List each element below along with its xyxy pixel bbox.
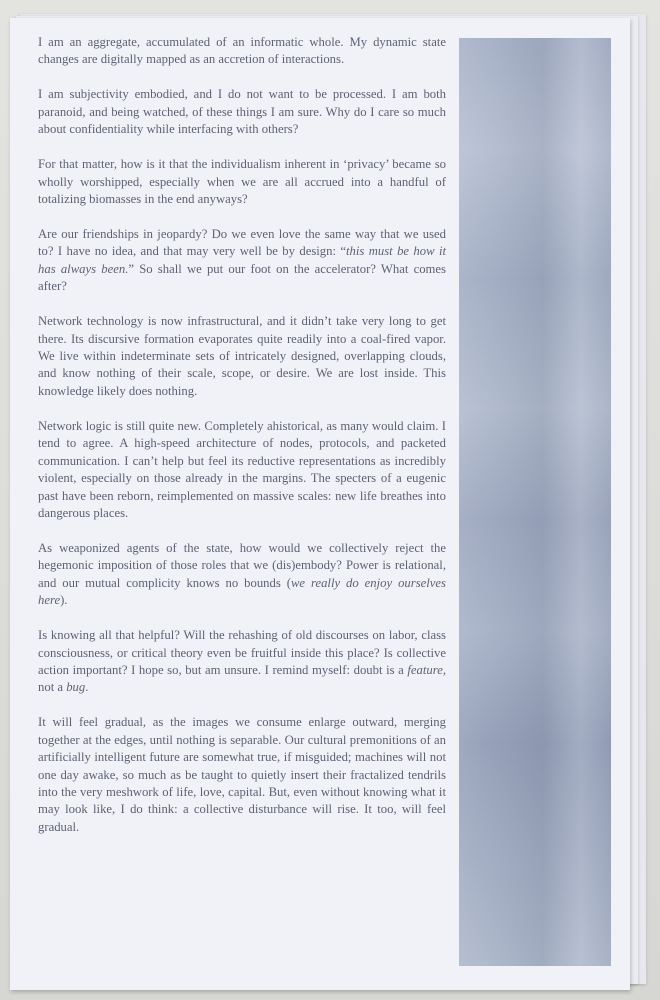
text-segment: Are our friendships in jeopardy? Do we even love the same way that we used to? I have no idea, and that may very well be by design: “ (38, 227, 446, 259)
essay-paragraph (38, 418, 446, 522)
italic-text-segment: bug (66, 680, 86, 695)
italic-text-segment: feature (407, 662, 443, 677)
text-segment: . (85, 680, 89, 695)
essay-paragraph (38, 34, 446, 69)
italic-text-segment: we really do enjoy ourselves here (38, 575, 446, 608)
text-segment: Network logic is still quite new. Completely ahistorical, as many would claim. I tend to agree. A high-speed architecture of nodes, protocols, and packeted communication. I can’t help but feel its reductive representations as incredibly violent, especially on those already in the margins. The specters of a eugenic past have been reborn, reimplemented on massive scales: new life breathes into dangerous places. (38, 418, 446, 520)
essay-paragraph (38, 313, 446, 400)
essay-text-column (38, 34, 446, 854)
text-segment: Network technology is now infrastructural, and it didn’t take very long to get there. Its discursive formation evaporates quite readily into a coal-fired vapor. We live within indeterminate sets of intricately designed, overlapping clouds, and know nothing of their scale, scope, or desire. We are lost inside. This knowledge likely does nothing. (38, 314, 446, 398)
text-segment: It will feel gradual, as the images we consume enlarge outward, merging together at the edges, until nothing is separable. Our cultural premonitions of an artificially intelligent future are somewhat true, if misguided; machines will not one day awake, so much as be taught to quietly insert their fractalized tendrils into the very meshwork of life, love, capital. But, even without knowing what it may look like, I do think: a collective disturbance will rise. It too, will feel gradual. (38, 715, 446, 834)
text-segment: Is knowing all that helpful? Will the rehashing of old discourses on labor, class consciousness, or critical theory even be fruitful inside this place? Is collective action important? I hope so, but am unsure. I remind myself: doubt is a (38, 628, 446, 677)
text-segment: ). (60, 593, 68, 608)
italic-text-segment: this must be how it has always been. (38, 244, 446, 276)
essay-paragraph (38, 86, 446, 138)
essay-paragraph (38, 226, 446, 296)
text-segment: I am an aggregate, accumulated of an informatic whole. My dynamic state changes are digitally mapped as an accretion of interactions. (38, 35, 446, 67)
essay-paragraph (38, 714, 446, 836)
text-segment: As weaponized agents of the state, how would we collectively reject the hegemonic imposition of those roles that we (dis)embody? Power is relational, and our mutual complicity knows no bounds ( (38, 540, 446, 590)
essay-paragraph (38, 627, 446, 697)
essay-paragraph (38, 156, 446, 208)
printed-page (10, 18, 630, 990)
text-segment: I am subjectivity embodied, and I do not want to be processed. I am both paranoid, and being watched, of these things I am sure. Why do I care so much about confidentiality while interfacing with others? (38, 87, 446, 137)
blue-gradient-image-panel (459, 38, 611, 966)
text-segment: , not a (38, 662, 446, 695)
text-segment: For that matter, how is it that the individualism inherent in ‘privacy’ became so wholly worshipped, especially when we are all accrued into a handful of totalizing biomasses in the end anyways? (38, 157, 446, 207)
text-segment: ” So shall we put our foot on the accelerator? What comes after? (38, 261, 446, 294)
essay-paragraph (38, 540, 446, 610)
